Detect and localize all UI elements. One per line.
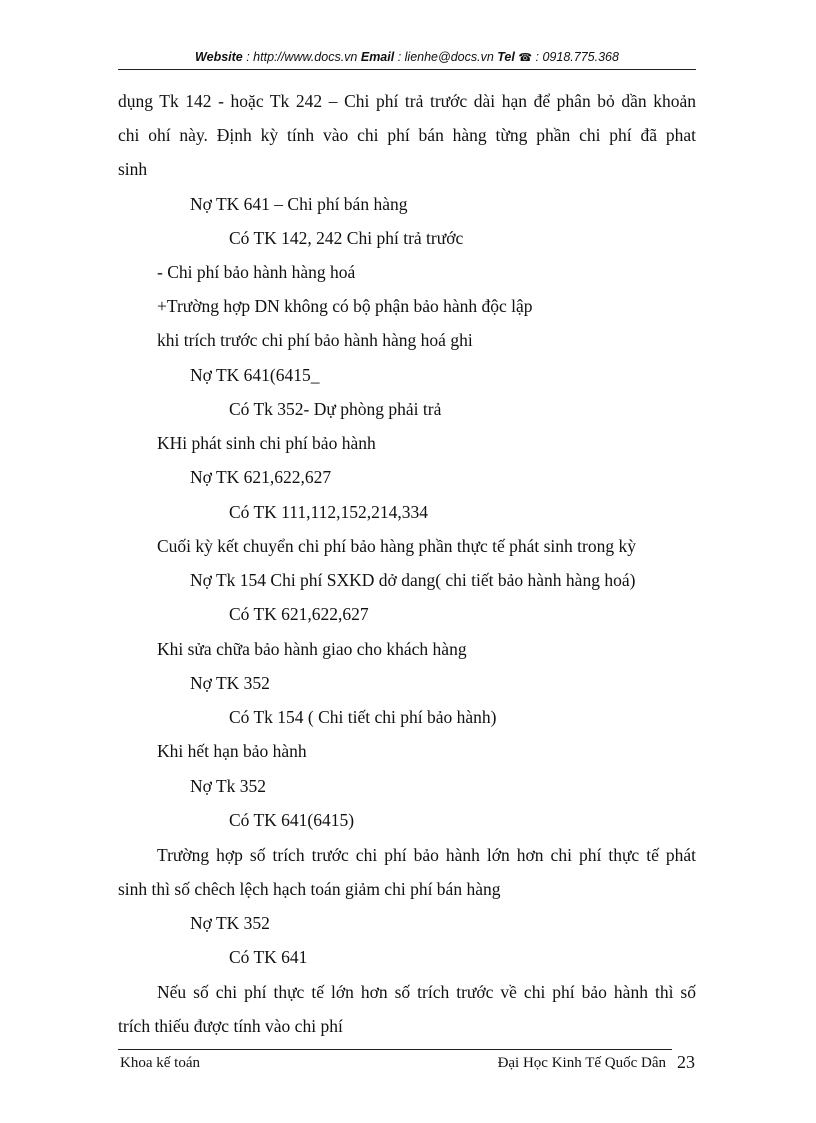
body-line-26: Có TK 641 (229, 947, 308, 967)
body-line-7: +Trường hợp DN không có bộ phận bảo hành độc lập (157, 296, 533, 316)
body-line-25: Nợ TK 352 (190, 913, 270, 933)
body-line-4: Nợ TK 641 – Chi phí bán hàng (190, 194, 408, 214)
body-line-6: - Chi phí bảo hành hàng hoá (157, 262, 356, 282)
body-line-18: Nợ TK 352 (190, 673, 270, 693)
footer-department: Khoa kế toán (120, 1055, 200, 1071)
body-line-23: Trường hợp số trích trước chi phí bảo hành lớn hơn chi phí thực tế phát (157, 845, 696, 865)
body-line-19: Có Tk 154 ( Chi tiết chi phí bảo hành) (229, 707, 497, 727)
website-label: Website (195, 50, 243, 64)
body-line-24: sinh thì số chêch lệch hạch toán giảm chi phí bán hàng (118, 879, 501, 899)
footer-divider (118, 1049, 672, 1050)
body-line-3: sinh (118, 159, 148, 179)
body-line-15: Nợ Tk 154 Chi phí SXKD dở dang( chi tiết bảo hành hàng hoá) (190, 570, 636, 590)
body-line-17: Khi sửa chữa bảo hành giao cho khách hàng (157, 639, 467, 659)
body-line-16: Có TK 621,622,627 (229, 604, 369, 624)
body-line-27: Nếu số chi phí thực tế lớn hơn số trích trước về chi phí bảo hành thì số (157, 982, 696, 1002)
body-line-12: Nợ TK 621,622,627 (190, 467, 332, 487)
tel-label: Tel (497, 50, 515, 64)
email-value: : lienhe@docs.vn (394, 50, 498, 64)
footer-university: Đại Học Kinh Tế Quốc Dân (497, 1055, 666, 1071)
body-line-28: trích thiếu được tính vào chi phí (118, 1016, 343, 1036)
website-value: : http://www.docs.vn (242, 50, 361, 64)
phone-icon: ☎ (518, 52, 533, 64)
header-divider (118, 69, 696, 70)
tel-value: : 0918.775.368 (532, 50, 619, 64)
body-line-9: Nợ TK 641(6415_ (190, 365, 320, 385)
body-line-10: Có Tk 352- Dự phòng phải trả (229, 399, 442, 419)
body-line-22: Có TK 641(6415) (229, 810, 355, 830)
body-line-1: dụng Tk 142 - hoặc Tk 242 – Chi phí trả trước dài hạn để phân bỏ dần khoản (118, 91, 696, 111)
body-line-2: chi ohí này. Định kỳ tính vào chi phí bán hàng từng phần chi phí đã phat (118, 125, 696, 145)
body-line-14: Cuối kỳ kết chuyển chi phí bảo hàng phần thực tế phát sinh trong kỳ (157, 536, 636, 556)
email-label: Email (360, 50, 395, 64)
body-line-5: Có TK 142, 242 Chi phí trả trước (229, 228, 464, 248)
page-number: 23 (677, 1052, 695, 1072)
body-line-11: KHi phát sinh chi phí bảo hành (157, 433, 376, 453)
page-header (118, 50, 696, 64)
body-line-20: Khi hết hạn bảo hành (157, 741, 307, 761)
body-line-8: khi trích trước chi phí bảo hành hàng hoá ghi (157, 330, 473, 350)
body-line-13: Có TK 111,112,152,214,334 (229, 502, 428, 522)
body-line-21: Nợ Tk 352 (190, 776, 267, 796)
